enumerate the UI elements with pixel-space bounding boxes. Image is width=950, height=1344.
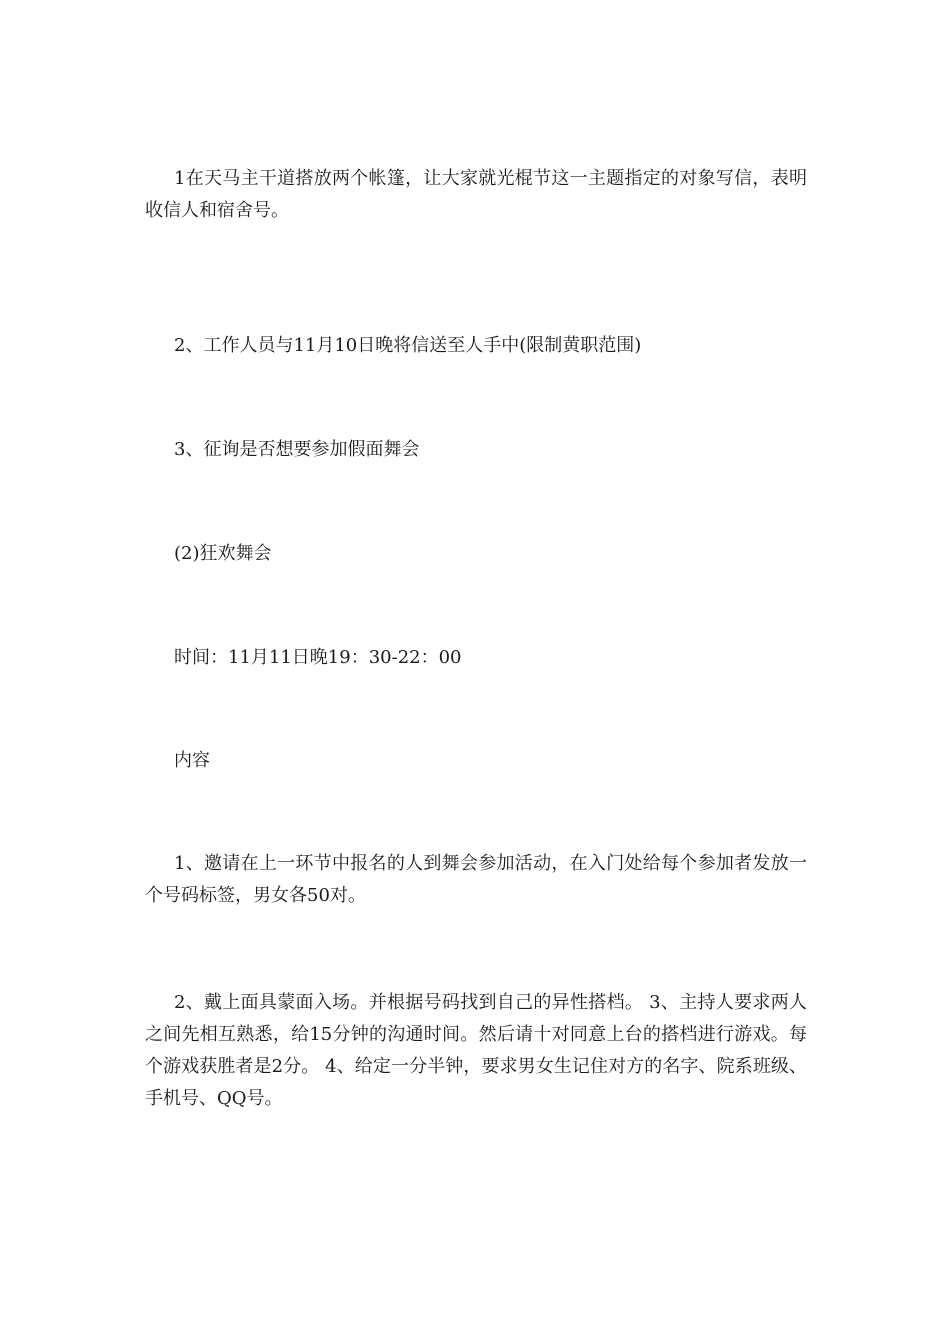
paragraph-invite-participants: 1、邀请在上一环节中报名的人到舞会参加活动，在入门处给每个参加者发放一个号码标签，男女各50对。: [145, 853, 807, 906]
section-heading-carnival-dance: (2)狂欢舞会: [174, 543, 272, 564]
paragraph-tent-letters: 1在天马主干道搭放两个帐篷，让大家就光棍节这一主题指定的对象写信，表明收信人和宿舍号。: [145, 168, 807, 221]
paragraph-masks-and-games: 2、戴上面具蒙面入场。并根据号码找到自己的异性搭档。 3、主持人要求两人之间先相互熟悉，给15分钟的沟通时间。然后请十对同意上台的搭档进行游戏。每个游戏获胜者是2分。 4、给定一分半钟，要求男女生记住对方的名字、院系班级、手机号、QQ号。: [145, 992, 807, 1109]
section-heading-content: 内容: [174, 750, 210, 771]
paragraph-time: 时间：11月11日晚19：30-22：00: [174, 647, 462, 668]
paragraph-letter-delivery: 2、工作人员与11月10日晚将信送至人手中(限制黄职范围): [174, 335, 642, 356]
paragraph-ask-masquerade: 3、征询是否想要参加假面舞会: [174, 439, 420, 460]
